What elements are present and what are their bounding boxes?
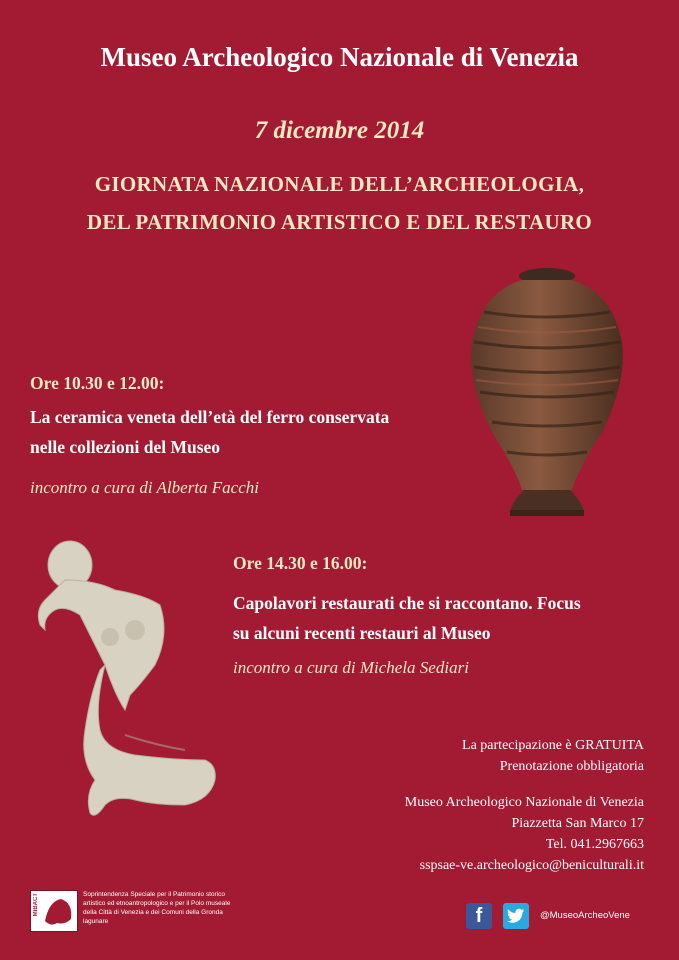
- twitter-handle[interactable]: @MuseoArcheoVene: [540, 910, 630, 921]
- mibact-logo-text: MiBACT: [33, 893, 39, 917]
- event-2-title-line-1: Capolavori restaurati che si raccontano. Focus: [233, 593, 581, 613]
- event-1-title-line-1: La ceramica veneta dell’età del ferro conservata: [30, 407, 390, 427]
- event-2-title-line-2: su alcuni recenti restauri al Museo: [233, 623, 491, 643]
- event-2-time: Ore 14.30 e 16.00:: [233, 553, 368, 573]
- soprintendenza-text: Soprintendenza Speciale per il Patrimonio storico artistico ed etnoantropologico e per il Polo museale della Città di Venezia e dei Comuni della Gronda lagunare: [83, 891, 231, 925]
- reservation-text: Prenotazione obbligatoria: [499, 759, 644, 774]
- headline-line-1: GIORNATA NAZIONALE DELL’ARCHEOLOGIA,: [94, 172, 585, 196]
- facebook-glyph: f: [475, 904, 483, 927]
- twitter-bird-icon: [507, 908, 525, 924]
- facebook-icon[interactable]: [466, 903, 492, 929]
- event-2-curator: incontro a cura di Michela Sediari: [233, 658, 469, 677]
- free-admission-text: La partecipazione è GRATUITA: [462, 738, 644, 753]
- event-date: 7 dicembre 2014: [254, 117, 425, 144]
- marble-statue-image: [35, 535, 220, 825]
- event-1-title-line-2: nelle collezioni del Museo: [30, 437, 221, 457]
- event-1-time: Ore 10.30 e 12.00:: [30, 373, 165, 393]
- headline-line-2: DEL PATRIMONIO ARTISTICO E DEL RESTAURO: [86, 210, 593, 234]
- ceramic-vase-image: [462, 262, 632, 518]
- mibact-logo: [30, 890, 78, 932]
- event-1-curator: incontro a cura di Alberta Facchi: [30, 478, 259, 497]
- museum-address: Piazzetta San Marco 17: [511, 816, 644, 831]
- museum-name: Museo Archeologico Nazionale di Venezia: [404, 795, 644, 810]
- mibact-emblem-icon: [31, 891, 77, 931]
- museum-title: Museo Archeologico Nazionale di Venezia: [100, 42, 579, 72]
- twitter-icon[interactable]: [503, 903, 529, 929]
- museum-phone: Tel. 041.2967663: [545, 837, 644, 852]
- museum-email-link[interactable]: sspsae-ve.archeologico@beniculturali.it: [419, 858, 644, 873]
